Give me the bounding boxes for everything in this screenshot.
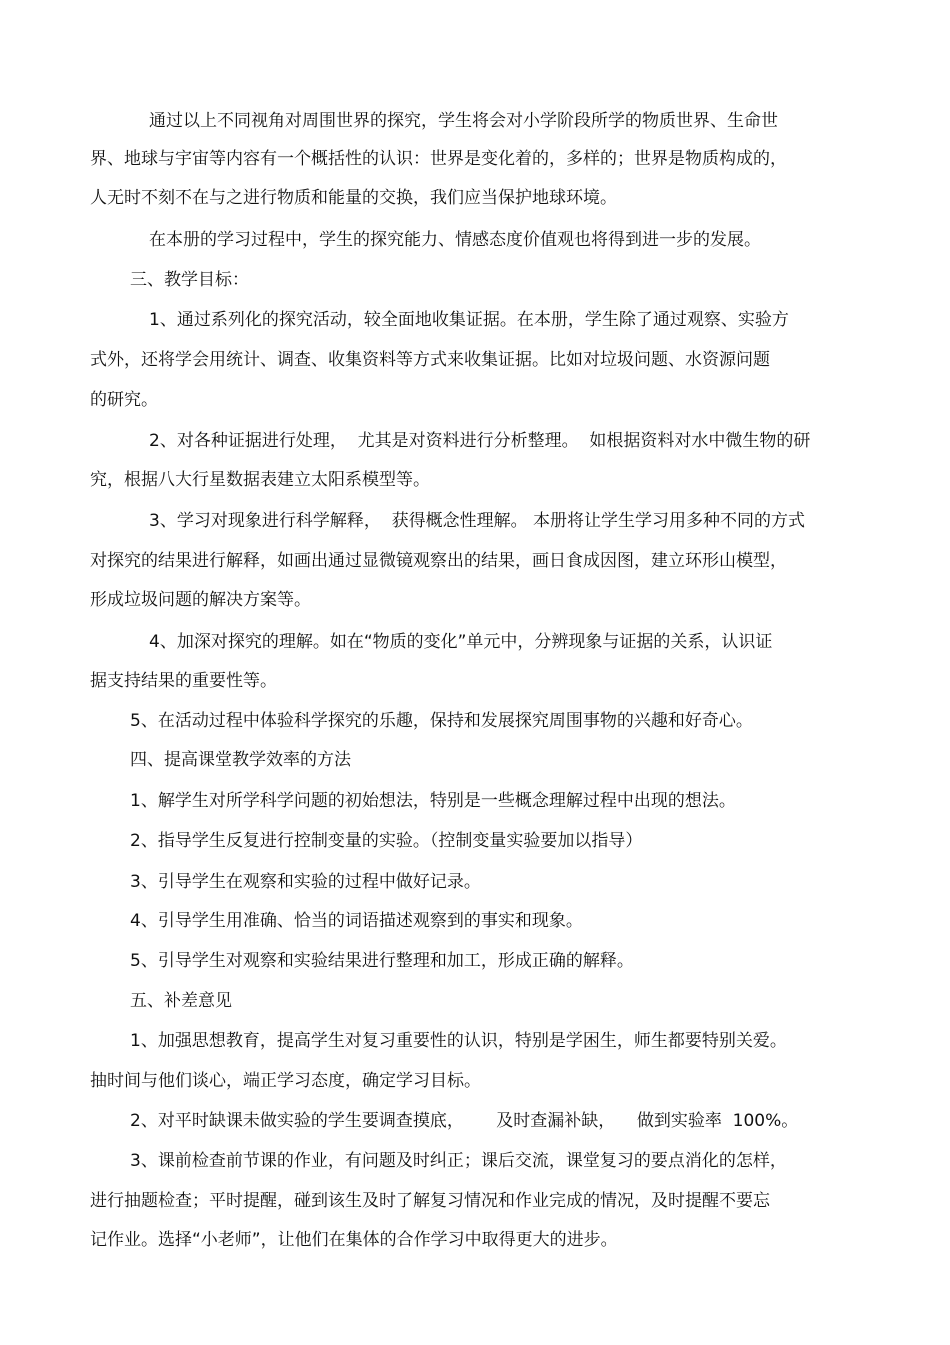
text-line: 界、地球与宇宙等内容有一个概括性的认识：世界是变化着的，多样的；世界是物质构成的， <box>90 149 787 169</box>
text-line: 3、引导学生在观察和实验的过程中做好记录。 <box>130 872 481 892</box>
text-line: 抽时间与他们谈心，端正学习态度，确定学习目标。 <box>90 1071 481 1091</box>
section-heading: 三、教学目标： <box>130 270 249 290</box>
text-line: 究，根据八大行星数据表建立太阳系模型等。 <box>90 470 430 490</box>
text-line: 对探究的结果进行解释，如画出通过显微镜观察出的结果，画日食成因图，建立环形山模型， <box>90 551 787 571</box>
text-line: 据支持结果的重要性等。 <box>90 671 277 691</box>
text-line: 1、加强思想教育，提高学生对复习重要性的认识，特别是学困生，师生都要特别关爱。 <box>130 1031 787 1051</box>
text-line: 2、指导学生反复进行控制变量的实验。（控制变量实验要加以指导） <box>130 831 643 851</box>
section-heading: 五、补差意见 <box>130 991 232 1011</box>
text-line: 2、对平时缺课未做实验的学生要调查摸底， 及时查漏补缺， 做到实验率 100%。 <box>130 1111 799 1131</box>
text-line: 1、解学生对所学科学问题的初始想法，特别是一些概念理解过程中出现的想法。 <box>130 791 736 811</box>
text-line: 通过以上不同视角对周围世界的探究，学生将会对小学阶段所学的物质世界、生命世 <box>149 111 778 131</box>
text-line: 记作业。选择“小老师”，让他们在集体的合作学习中取得更大的进步。 <box>90 1230 618 1250</box>
text-line: 在本册的学习过程中，学生的探究能力、情感态度价值观也将得到进一步的发展。 <box>149 230 761 250</box>
text-line: 式外，还将学会用统计、调查、收集资料等方式来收集证据。比如对垃圾问题、水资源问题 <box>90 350 770 370</box>
text-line: 进行抽题检查；平时提醒，碰到该生及时了解复习情况和作业完成的情况，及时提醒不要忘 <box>90 1191 770 1211</box>
text-line: 形成垃圾问题的解决方案等。 <box>90 590 311 610</box>
section-heading: 四、提高课堂教学效率的方法 <box>130 750 351 770</box>
text-line: 5、引导学生对观察和实验结果进行整理和加工，形成正确的解释。 <box>130 951 634 971</box>
text-line: 3、学习对现象进行科学解释， 获得概念性理解。 本册将让学生学习用多种不同的方式 <box>149 511 806 531</box>
text-line: 4、引导学生用准确、恰当的词语描述观察到的事实和现象。 <box>130 911 583 931</box>
text-line: 2、对各种证据进行处理， 尤其是对资料进行分析整理。 如根据资料对水中微生物的研 <box>149 431 811 451</box>
text-line: 5、在活动过程中体验科学探究的乐趣，保持和发展探究周围事物的兴趣和好奇心。 <box>130 711 753 731</box>
text-line: 3、课前检查前节课的作业，有问题及时纠正；课后交流，课堂复习的要点消化的怎样， <box>130 1151 787 1171</box>
text-line: 人无时不刻不在与之进行物质和能量的交换，我们应当保护地球环境。 <box>90 188 617 208</box>
text-line: 1、通过系列化的探究活动，较全面地收集证据。在本册，学生除了通过观察、实验方 <box>149 310 789 330</box>
text-line: 4、加深对探究的理解。如在“物质的变化”单元中，分辨现象与证据的关系，认识证 <box>149 632 773 652</box>
text-line: 的研究。 <box>90 390 158 410</box>
